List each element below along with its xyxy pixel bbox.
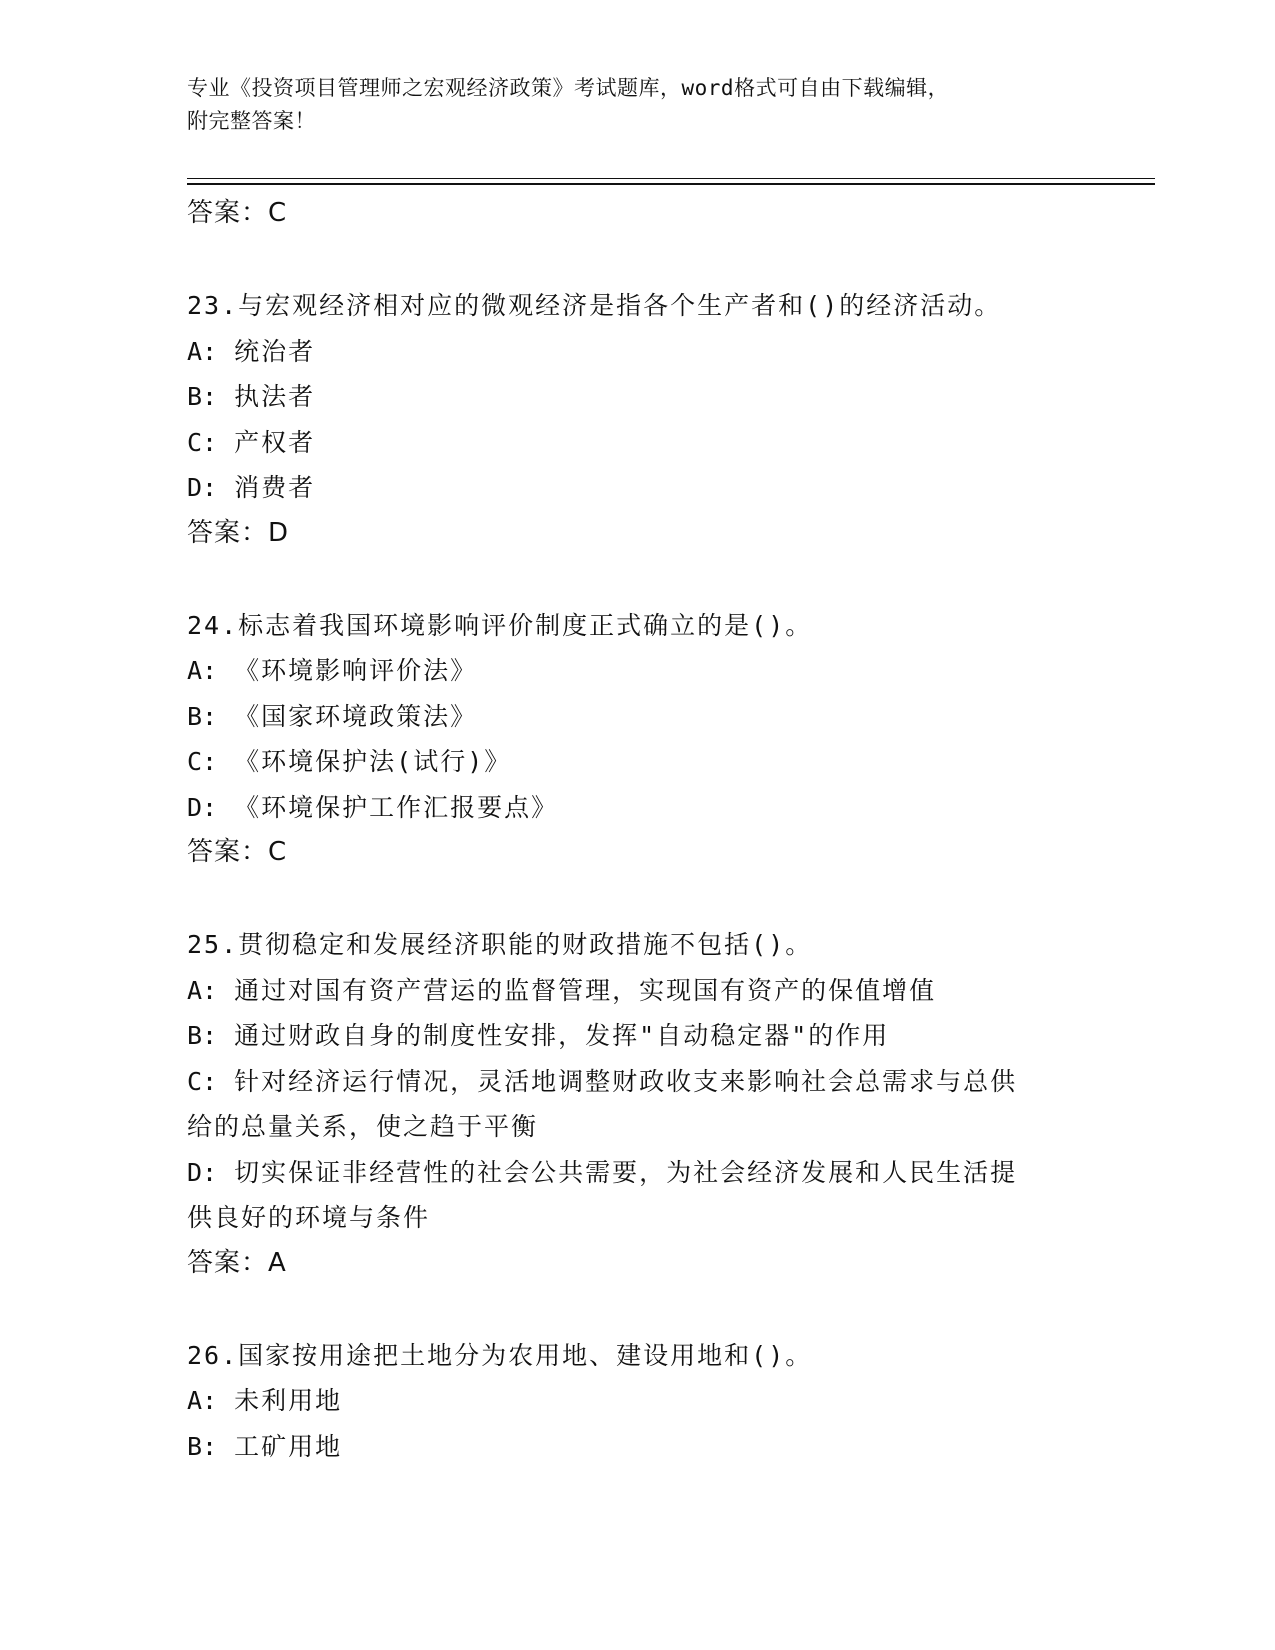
option-a (187, 968, 1087, 1014)
option-text: 通过对国有资产营运的监督管理，实现国有资产的保值增值 (234, 975, 937, 1005)
question-stem: 24.标志着我国环境影响评价制度正式确立的是()。 (187, 610, 813, 640)
question-24 (187, 603, 1087, 875)
option-key: C: (187, 1066, 218, 1096)
option-key: C: (187, 747, 218, 776)
option-text: 产权者 (234, 427, 316, 457)
header-line-2: 附完整答案！ (187, 109, 316, 133)
option-text: 未利用地 (234, 1386, 343, 1415)
option-b (187, 694, 1087, 740)
option-b (187, 374, 1087, 420)
option-c (187, 420, 1087, 466)
option-key: D: (187, 1157, 218, 1187)
answer-line: 答案：D (187, 517, 290, 548)
answer-line: 答案：C (187, 198, 288, 228)
option-b (187, 1013, 1087, 1059)
option-d (187, 785, 1087, 831)
option-key: B: (187, 1021, 218, 1050)
option-b (187, 1424, 1087, 1470)
document-header (187, 72, 1087, 138)
option-text: 《环境影响评价法》 (234, 656, 478, 685)
answer-line: 答案：C (187, 837, 288, 867)
option-c (187, 739, 1087, 785)
option-key: D: (187, 473, 218, 502)
option-key: A: (187, 975, 218, 1005)
option-key: B: (187, 1431, 218, 1461)
header-line-1: 专业《投资项目管理师之宏观经济政策》考试题库，word格式可自由下载编辑， (187, 76, 950, 100)
option-text: 统治者 (234, 336, 316, 366)
option-d (187, 465, 1087, 511)
option-text: 《环境保护工作汇报要点》 (234, 792, 559, 822)
question-25 (187, 922, 1087, 1285)
option-key: B: (187, 701, 218, 731)
question-23 (187, 283, 1087, 555)
option-d-continued: 供良好的环境与条件 (187, 1203, 431, 1232)
option-text: 工矿用地 (234, 1431, 343, 1461)
question-stem: 23.与宏观经济相对应的微观经济是指各个生产者和()的经济活动。 (187, 291, 1002, 320)
option-text: 《国家环境政策法》 (234, 701, 478, 731)
question-stem: 25.贯彻稳定和发展经济职能的财政措施不包括()。 (187, 930, 813, 959)
option-c-continued: 给的总量关系，使之趋于平衡 (187, 1112, 539, 1141)
option-text: 针对经济运行情况，灵活地调整财政收支来影响社会总需求与总供 (234, 1066, 1018, 1096)
option-c (187, 1059, 1087, 1105)
option-key: C: (187, 427, 218, 457)
option-key: A: (187, 336, 218, 366)
header-divider-thick (187, 183, 1155, 185)
question-26 (187, 1333, 1087, 1470)
header-divider-thin (187, 178, 1155, 179)
option-a (187, 1378, 1087, 1424)
option-d (187, 1150, 1087, 1196)
option-text: 通过财政自身的制度性安排，发挥"自动稳定器"的作用 (234, 1021, 890, 1050)
option-text: 《环境保护法(试行)》 (234, 747, 512, 776)
option-text: 消费者 (234, 473, 316, 502)
option-key: A: (187, 656, 218, 685)
option-a (187, 329, 1087, 375)
option-key: B: (187, 382, 218, 411)
question-stem: 26.国家按用途把土地分为农用地、建设用地和()。 (187, 1340, 813, 1370)
option-key: D: (187, 792, 218, 822)
option-key: A: (187, 1386, 218, 1415)
option-text: 执法者 (234, 382, 316, 411)
option-text: 切实保证非经营性的社会公共需要，为社会经济发展和人民生活提 (234, 1157, 1018, 1187)
answer-line: 答案：A (187, 1247, 287, 1278)
question-list (187, 191, 1087, 1469)
option-a (187, 648, 1087, 694)
